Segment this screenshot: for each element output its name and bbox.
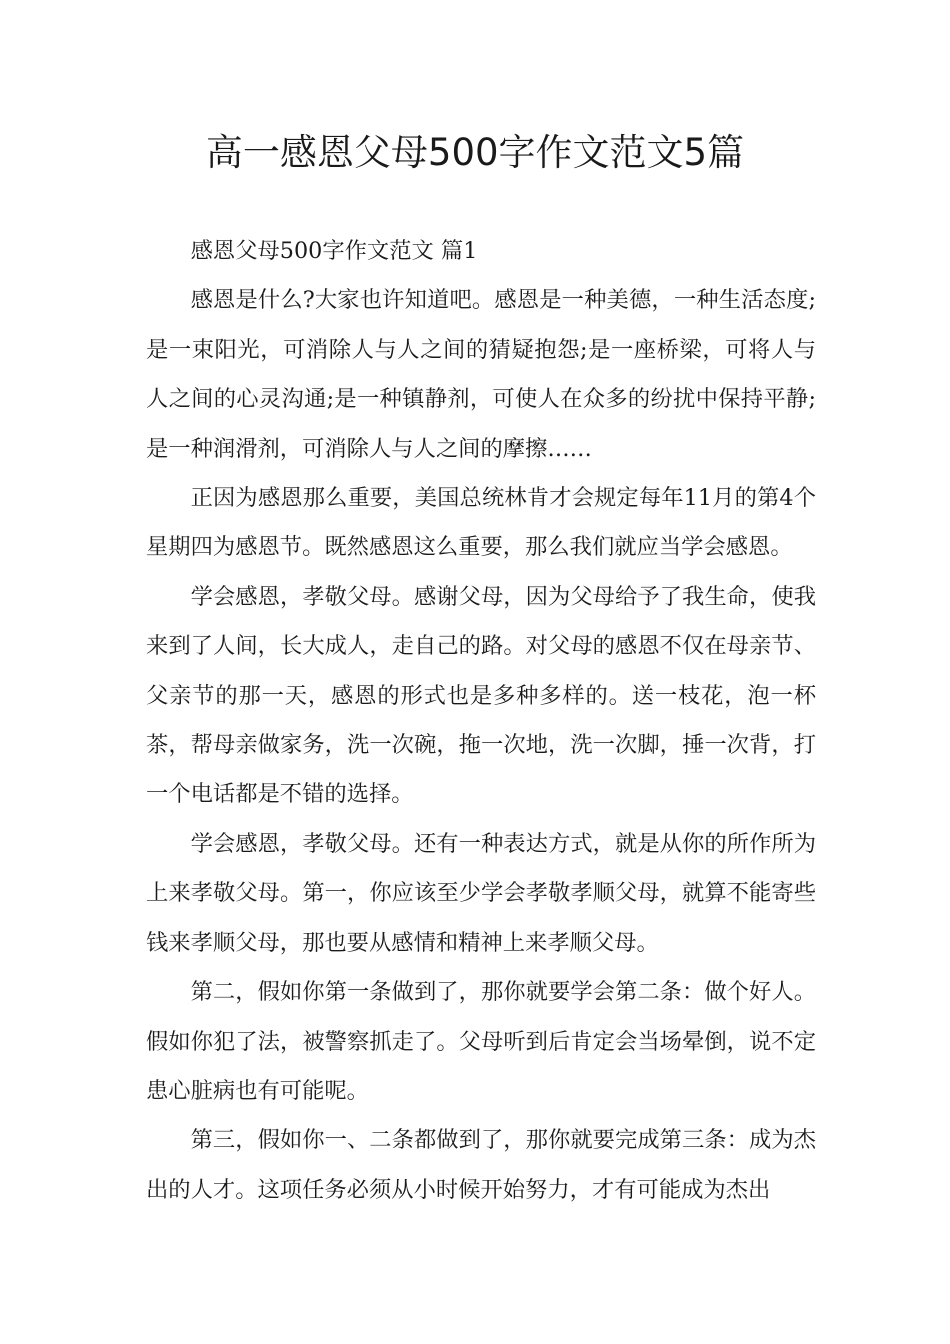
paragraph-4: 学会感恩，孝敬父母。还有一种表达方式，就是从你的所作所为上来孝敬父母。第一，你应该至少学会孝敬孝顺父母，就算不能寄些钱来孝顺父母，那也要从感情和精神上来孝顺父母。 [146, 830, 816, 956]
paragraph-5: 第二，假如你第一条做到了，那你就要学会第二条：做个好人。假如你犯了法，被警察抓走了。父母听到后肯定会当场晕倒，说不定患心脏病也有可能呢。 [146, 979, 816, 1104]
paragraph-3: 学会感恩，孝敬父母。感谢父母，因为父母给予了我生命，使我来到了人间，长大成人，走自己的路。对父母的感恩不仅在母亲节、父亲节的那一天，感恩的形式也是多种多样的。送一枝花，泡一杯茶，帮母亲做家务，洗一次碗，拖一次地，洗一次脚，捶一次背，打一个电话都是不错的选择。 [146, 583, 816, 808]
section-heading: 感恩父母500字作文范文 篇1 [190, 238, 478, 264]
paragraph-2: 正因为感恩那么重要，美国总统林肯才会规定每年11月的第4个星期四为感恩节。既然感恩这么重要，那么我们就应当学会感恩。 [146, 485, 816, 561]
paragraph-1: 感恩是什么?大家也许知道吧。感恩是一种美德，一种生活态度;是一束阳光，可消除人与人之间的猜疑抱怨;是一座桥梁，可将人与人之间的心灵沟通;是一种镇静剂，可使人在众多的纷扰中保持平静;是一种润滑剂，可消除人与人之间的摩擦…… [146, 287, 816, 462]
document-body [146, 227, 816, 1215]
document-title: 高一感恩父母500字作文范文5篇 [205, 131, 745, 174]
paragraph-6: 第三，假如你一、二条都做到了，那你就要完成第三条：成为杰出的人才。这项任务必须从小时候开始努力，才有可能成为杰出 [146, 1127, 816, 1203]
